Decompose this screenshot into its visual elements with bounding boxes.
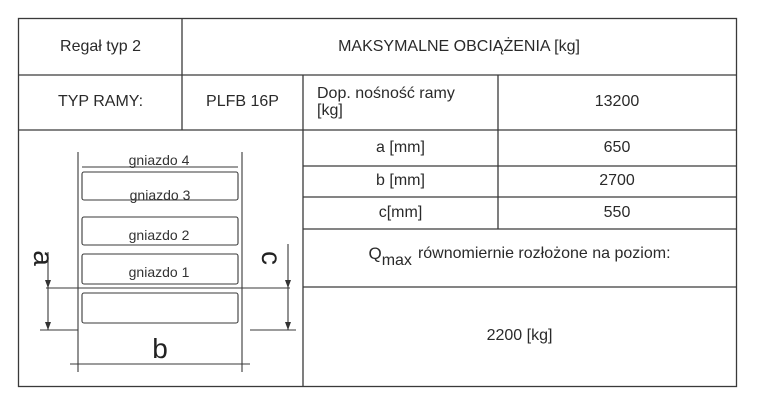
slot-label-2: gniazdo 2	[128, 227, 190, 243]
slot-label-4: gniazdo 4	[128, 152, 190, 168]
dim-a-label: a [mm]	[376, 138, 425, 156]
dim-letter-c: c	[256, 251, 287, 265]
frame-type-value: PLFB 16P	[206, 93, 279, 111]
qmax-letter: Q	[368, 243, 382, 263]
dim-b-label: b [mm]	[376, 172, 425, 190]
max-loads-title: MAKSYMALNE OBCIĄŻENIA [kg]	[338, 37, 580, 55]
dim-b-value: 2700	[599, 172, 635, 190]
frame-type-label: TYP RAMY:	[57, 93, 144, 111]
rack-type-label: Regał typ 2	[60, 37, 141, 55]
dim-a-value: 650	[603, 138, 631, 156]
qmax-description: równomiernie rozłożone na poziom:	[417, 244, 671, 262]
capacity-value: 13200	[594, 93, 640, 111]
qmax-subscript: max	[381, 251, 412, 269]
capacity-label-line2: [kg]	[317, 101, 343, 119]
dim-c-label: c[mm]	[378, 203, 423, 221]
capacity-label-line1: Dop. nośność ramy	[317, 84, 455, 102]
slot-label-3: gniazdo 3	[129, 187, 191, 203]
qmax-value: 2200 [kg]	[486, 327, 553, 345]
dim-c-value: 550	[603, 203, 631, 221]
slot-label-1: gniazdo 1	[128, 264, 190, 280]
dim-letter-a: a	[28, 250, 59, 266]
dim-letter-b: b	[152, 333, 168, 364]
